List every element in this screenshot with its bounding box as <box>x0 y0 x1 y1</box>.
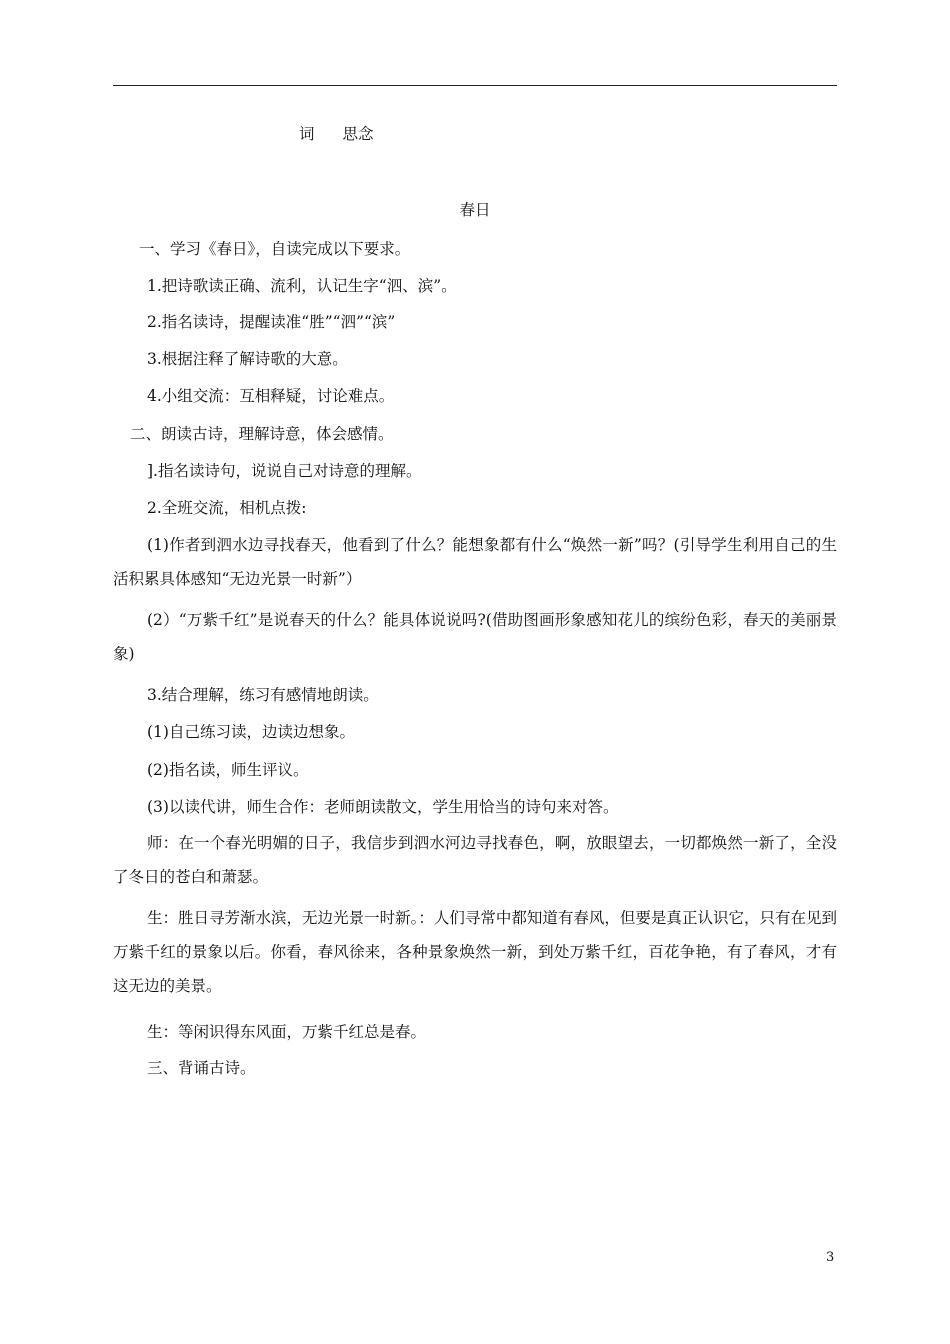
list-item: 3.根据注释了解诗歌的大意。 <box>147 350 348 368</box>
section-heading-3: 三、背诵古诗。 <box>147 1059 256 1077</box>
page-number: 3 <box>826 1250 835 1265</box>
paragraph: 师：在一个春光明媚的日子，我信步到泗水河边寻找春色，啊，放眼望去，一切都焕然一新了，全没了冬日的苍白和萧瑟。 <box>113 834 837 886</box>
header-word: 思念 <box>342 125 374 143</box>
paragraph: (1)作者到泗水边寻找春天，他看到了什么？能想象都有什么“焕然一新”吗？(引导学生利用自己的生活积累具体感知“无边光景一时新”） <box>113 536 837 588</box>
poem-title: 春日 <box>459 201 491 219</box>
list-item: ].指名读诗句，说说自己对诗意的理解。 <box>147 462 422 480</box>
list-item: 1.把诗歌读正确、流利，认记生字“泗、滨”。 <box>147 277 457 295</box>
section-heading-2: 二、朗读古诗，理解诗意，体会感情。 <box>130 425 394 443</box>
list-item: (1)自己练习读，边读边想象。 <box>147 723 355 741</box>
header-word: 词 <box>299 125 315 143</box>
list-item: 生：等闲识得东风面，万紫千红总是春。 <box>147 1023 427 1041</box>
paragraph: 生：胜日寻芳渐水滨，无边光景一时新。：人们寻常中都知道有春风，但要是真正认识它，只有在见到万紫千红的景象以后。你看，春风徐来，各种景象焕然一新，到处万紫千红，百花争艳，有了春风，才有这无边的美景。 <box>113 909 837 995</box>
list-item: (2)指名读，师生评议。 <box>147 761 309 779</box>
list-item: 2.指名读诗，提醒读准“胜”“泗”“滨” <box>147 313 396 331</box>
list-item: (3)以读代讲，师生合作：老师朗读散文，学生用恰当的诗句来对答。 <box>147 798 619 816</box>
header-rule <box>113 85 837 86</box>
section-heading-1: 一、学习《春日》，自读完成以下要求。 <box>139 240 411 258</box>
list-item: 4.小组交流：互相释疑，讨论难点。 <box>147 387 395 405</box>
list-item: 3.结合理解，练习有感情地朗读。 <box>147 686 379 704</box>
header-words <box>299 124 374 144</box>
paragraph: (2）“万紫千红”是说春天的什么？能具体说说吗?(借助图画形象感知花儿的缤纷色彩，春天的美丽景象) <box>113 611 837 663</box>
list-item: 2.全班交流，相机点拨: <box>147 499 307 517</box>
